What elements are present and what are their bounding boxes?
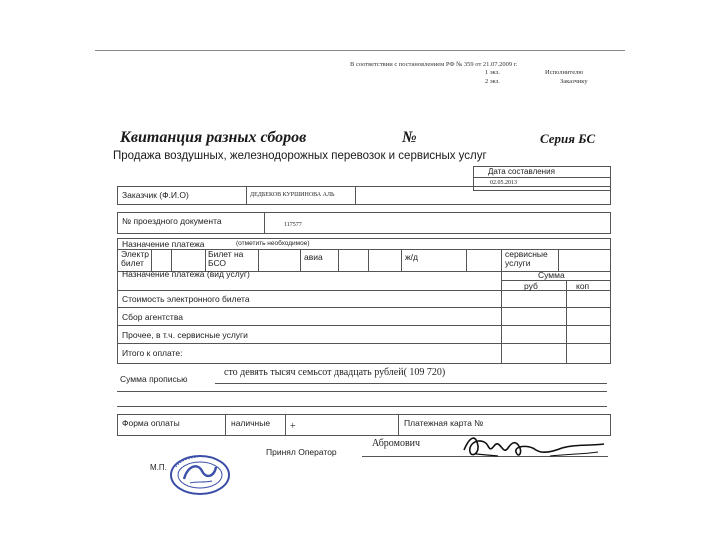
operator-name: Абромович	[372, 438, 421, 449]
sum-words-line	[215, 383, 607, 384]
decree-copy-count: 2 экз.	[485, 78, 500, 85]
customer-value: ДЕДБЕКОВ КУРШИНОВА АЛЬ	[250, 192, 335, 198]
operator-signature	[458, 432, 608, 464]
stamp-label: М.П.	[150, 463, 167, 472]
receipt-title: Квитанция разных сборов	[120, 129, 307, 146]
top-rule	[95, 50, 625, 51]
payment-card-label: Платежная карта №	[404, 418, 484, 428]
purpose-block	[117, 238, 611, 272]
purpose-note: (отметить необходимое)	[236, 240, 310, 247]
decree-copy-count: 1 экз.	[485, 69, 500, 76]
date-label: Дата составления	[488, 167, 555, 176]
purpose-option-services: сервисные услуги	[505, 249, 548, 268]
customer-label: Заказчик (Ф.И.О)	[122, 190, 189, 200]
seal-icon	[168, 453, 232, 497]
service-row-total: Итого к оплате:	[122, 348, 183, 358]
sum-words-value: сто девять тысяч семьсот двадцать рублей( 109 720)	[224, 367, 446, 378]
receipt-series: Серия БС	[540, 131, 596, 146]
payment-cash-mark: +	[290, 421, 296, 432]
receipt-subtitle: Продажа воздушных, железнодорожных перевозок и сервисных услуг	[113, 150, 487, 162]
service-row-other: Прочее, в т.ч. сервисные услуги	[122, 330, 248, 340]
decree-copy-target: Заказчику	[560, 78, 588, 85]
service-row-agency-fee: Сбор агентства	[122, 312, 183, 322]
service-row-eticket: Стоимость электронного билета	[122, 294, 250, 304]
services-label: Назначение платежа (вид услуг)	[122, 269, 250, 279]
signature-mark	[458, 432, 608, 464]
kop-label: коп	[576, 281, 590, 291]
sum-words-label: Сумма прописью	[120, 374, 188, 384]
travel-doc-label: № проездного документа	[122, 216, 222, 226]
purpose-label: Назначение платежа	[122, 239, 205, 249]
purpose-option-eticket: Электр билет	[121, 249, 149, 268]
sum-words-line	[117, 391, 607, 392]
purpose-option-bso: Билет на БСО	[208, 249, 244, 268]
payment-form-label: Форма оплаты	[122, 418, 180, 428]
travel-doc-row	[117, 212, 611, 234]
purpose-option-avia: авиа	[304, 252, 323, 262]
rub-label: руб	[524, 281, 538, 291]
sum-label: Сумма	[538, 270, 565, 280]
sum-words-line	[117, 406, 607, 407]
receipt-number-mark: №	[402, 129, 417, 146]
services-table	[117, 270, 611, 364]
travel-doc-value: 117577	[284, 222, 302, 228]
decree-copy-target: Исполнителю	[545, 69, 584, 76]
customer-row	[117, 186, 611, 205]
operator-label: Принял Оператор	[266, 447, 337, 457]
payment-cash-label: наличные	[231, 418, 271, 428]
date-value: 02.05.2013	[490, 180, 517, 186]
purpose-option-rail: ж/д	[405, 252, 419, 262]
decree-line: В соответствии с постановлением РФ № 359 от 21.07.2009 г.	[350, 61, 518, 68]
company-seal	[168, 453, 232, 497]
